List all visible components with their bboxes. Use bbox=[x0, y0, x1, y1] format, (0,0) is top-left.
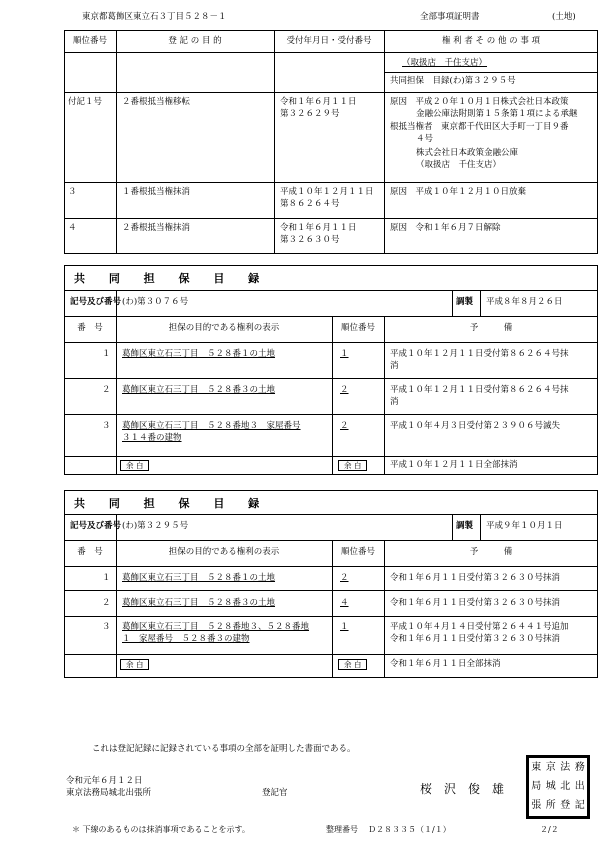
row-detail-line: ４号 bbox=[416, 134, 434, 144]
entry-no: １ bbox=[102, 349, 111, 359]
entry-target: 葛飾区東立石三丁目 ５２８番地３ 家屋番号 bbox=[122, 421, 301, 431]
blank-tag: 余 白 bbox=[120, 659, 149, 670]
entry-target: １ 家屋番号 ５２８番３の建物 bbox=[122, 634, 250, 644]
handling-branch: （取扱店 千住支店） bbox=[402, 58, 488, 68]
col-note-header: 予 備 bbox=[469, 547, 513, 557]
entry-note: 令和１年６月１１日受付第３２６３０号抹消 bbox=[390, 598, 561, 608]
entry-note: 平成１０年４月１４日受付第２６４４１号追加 bbox=[390, 622, 569, 632]
land-tag: (土地) bbox=[552, 12, 576, 22]
page-number: ２/２ bbox=[540, 825, 559, 834]
row-detail-line: （取扱店 千住支店） bbox=[416, 160, 502, 170]
issuing-office: 東京法務局城北出張所 bbox=[66, 788, 152, 798]
entry-target: 葛飾区東立石三丁目 ５２８番地３、５２８番地 bbox=[122, 622, 310, 632]
entry-rank: １ bbox=[340, 349, 349, 359]
entry-no: ３ bbox=[102, 421, 111, 431]
registrar-name: 桜 沢 俊 雄 bbox=[420, 782, 505, 796]
row-detail-line: 株式会社日本政策金融公庫 bbox=[416, 148, 519, 158]
col-note-header: 予 備 bbox=[469, 323, 513, 333]
row-receipt-number: 第８６２６４号 bbox=[280, 199, 340, 209]
rights-table bbox=[64, 30, 598, 254]
blank-tag: 余 白 bbox=[338, 659, 367, 670]
col-details-header: 権 利 者 そ の 他 の 事 項 bbox=[441, 36, 541, 46]
prep-label: 調製 bbox=[456, 521, 474, 531]
entry-note: 消 bbox=[390, 397, 399, 407]
entry-note: 平成１０年４月３日受付第２３９０６号滅失 bbox=[390, 421, 561, 431]
row-detail-line: 原因 平成２０年１０月１日株式会社日本政策 bbox=[390, 97, 569, 107]
entry-note: 令和１年６月１１日受付第３２６３０号抹消 bbox=[390, 634, 561, 644]
certification-statement: これは登記記録に記録されている事項の全部を証明した書面である。 bbox=[92, 744, 356, 754]
entry-no: ２ bbox=[102, 385, 111, 395]
row-detail-line: 根抵当権者 東京都千代田区大手町一丁目９番 bbox=[390, 122, 569, 132]
row-detail-line: 原因 平成１０年１２月１０日放棄 bbox=[390, 187, 527, 197]
col-rank-header: 順位番号 bbox=[340, 323, 375, 333]
col-target-header: 担保の目的である権利の表示 bbox=[168, 323, 280, 333]
issue-date: 令和元年６月１２日 bbox=[66, 776, 143, 786]
col-no-header: 番 号 bbox=[77, 547, 103, 557]
entry-rank: ２ bbox=[340, 573, 349, 583]
official-seal-stamp: 東 京 法 務 局 城 北 出 張 所 登 記 bbox=[526, 755, 590, 819]
symbol-label: 記号及び番号 bbox=[70, 521, 122, 531]
registrar-role: 登記官 bbox=[262, 788, 288, 798]
entry-note: 消 bbox=[390, 361, 399, 371]
row-receipt-date: 平成１０年１２月１１日 bbox=[280, 187, 374, 197]
entry-target: 葛飾区東立石三丁目 ５２８番３の土地 bbox=[122, 598, 276, 608]
collateral-title: 共 同 担 保 目 録 bbox=[74, 497, 270, 510]
entry-no: ２ bbox=[102, 598, 111, 608]
entry-target: ３１４番の建物 bbox=[122, 433, 182, 443]
entry-note: 令和１年６月１１日受付第３２６３０号抹消 bbox=[390, 573, 561, 583]
row-rank: ３ bbox=[68, 187, 77, 197]
collateral-title: 共 同 担 保 目 録 bbox=[74, 272, 270, 285]
blank-tag: 余 白 bbox=[120, 460, 149, 471]
col-no-header: 番 号 bbox=[77, 323, 103, 333]
row-receipt-date: 令和１年６月１１日 bbox=[280, 223, 357, 233]
blank-note: 令和１年６月１１日全部抹消 bbox=[390, 659, 501, 669]
col-receipt-header: 受付年月日・受付番号 bbox=[286, 36, 372, 46]
row-purpose: ２番根抵当権移転 bbox=[122, 97, 191, 107]
entry-target: 葛飾区東立石三丁目 ５２８番３の土地 bbox=[122, 385, 276, 395]
row-receipt-date: 令和１年６月１１日 bbox=[280, 97, 357, 107]
symbol-value: (わ)第３０７６号 bbox=[122, 297, 189, 307]
row-detail-line: 金融公庫法附則第１５条第１項による承継 bbox=[416, 109, 578, 119]
entry-target: 葛飾区東立石三丁目 ５２８番１の土地 bbox=[122, 573, 276, 583]
entry-no: ３ bbox=[102, 622, 111, 632]
ref-label: 整理番号 bbox=[326, 825, 358, 834]
prep-label: 調製 bbox=[456, 297, 474, 307]
col-rank-header: 順位番号 bbox=[72, 36, 107, 46]
blank-tag: 余 白 bbox=[338, 460, 367, 471]
entry-note: 平成１０年１２月１１日受付第８６２６４号抹 bbox=[390, 385, 569, 395]
entry-rank: ２ bbox=[340, 421, 349, 431]
col-purpose-header: 登 記 の 目 的 bbox=[168, 36, 222, 46]
symbol-value: (わ)第３２９５号 bbox=[122, 521, 189, 531]
ref-value: Ｄ２８３３５（１/１） bbox=[368, 825, 451, 834]
footnote: ＊ 下線のあるものは抹消事項であることを示す。 bbox=[72, 825, 250, 834]
property-address: 東京都葛飾区東立石３丁目５２８－１ bbox=[82, 12, 227, 22]
entry-note: 平成１０年１２月１１日受付第８６２６４号抹 bbox=[390, 349, 569, 359]
row-purpose: ２番根抵当権抹消 bbox=[122, 223, 191, 233]
entry-rank: ４ bbox=[340, 598, 349, 608]
col-rank-header: 順位番号 bbox=[340, 547, 375, 557]
document-type: 全部事項証明書 bbox=[420, 12, 480, 22]
entry-rank: ２ bbox=[340, 385, 349, 395]
joint-collateral-ref: 共同担保 目録(わ)第３２９５号 bbox=[390, 76, 516, 86]
row-receipt-number: 第３２６２９号 bbox=[280, 109, 340, 119]
entry-no: １ bbox=[102, 573, 111, 583]
row-rank: ４ bbox=[68, 223, 77, 233]
joint-collateral-table-2 bbox=[64, 490, 598, 678]
row-detail-line: 原因 令和１年６月７日解除 bbox=[390, 223, 501, 233]
col-target-header: 担保の目的である権利の表示 bbox=[168, 547, 280, 557]
entry-rank: １ bbox=[340, 622, 349, 632]
row-receipt-number: 第３２６３０号 bbox=[280, 235, 340, 245]
entry-target: 葛飾区東立石三丁目 ５２８番１の土地 bbox=[122, 349, 276, 359]
row-rank: 付記１号 bbox=[68, 97, 103, 107]
row-purpose: １番根抵当権抹消 bbox=[122, 187, 191, 197]
blank-note: 平成１０年１２月１１日全部抹消 bbox=[390, 460, 518, 470]
symbol-label: 記号及び番号 bbox=[70, 297, 122, 307]
prep-value: 平成９年１０月１日 bbox=[486, 521, 563, 531]
prep-value: 平成８年８月２６日 bbox=[486, 297, 563, 307]
